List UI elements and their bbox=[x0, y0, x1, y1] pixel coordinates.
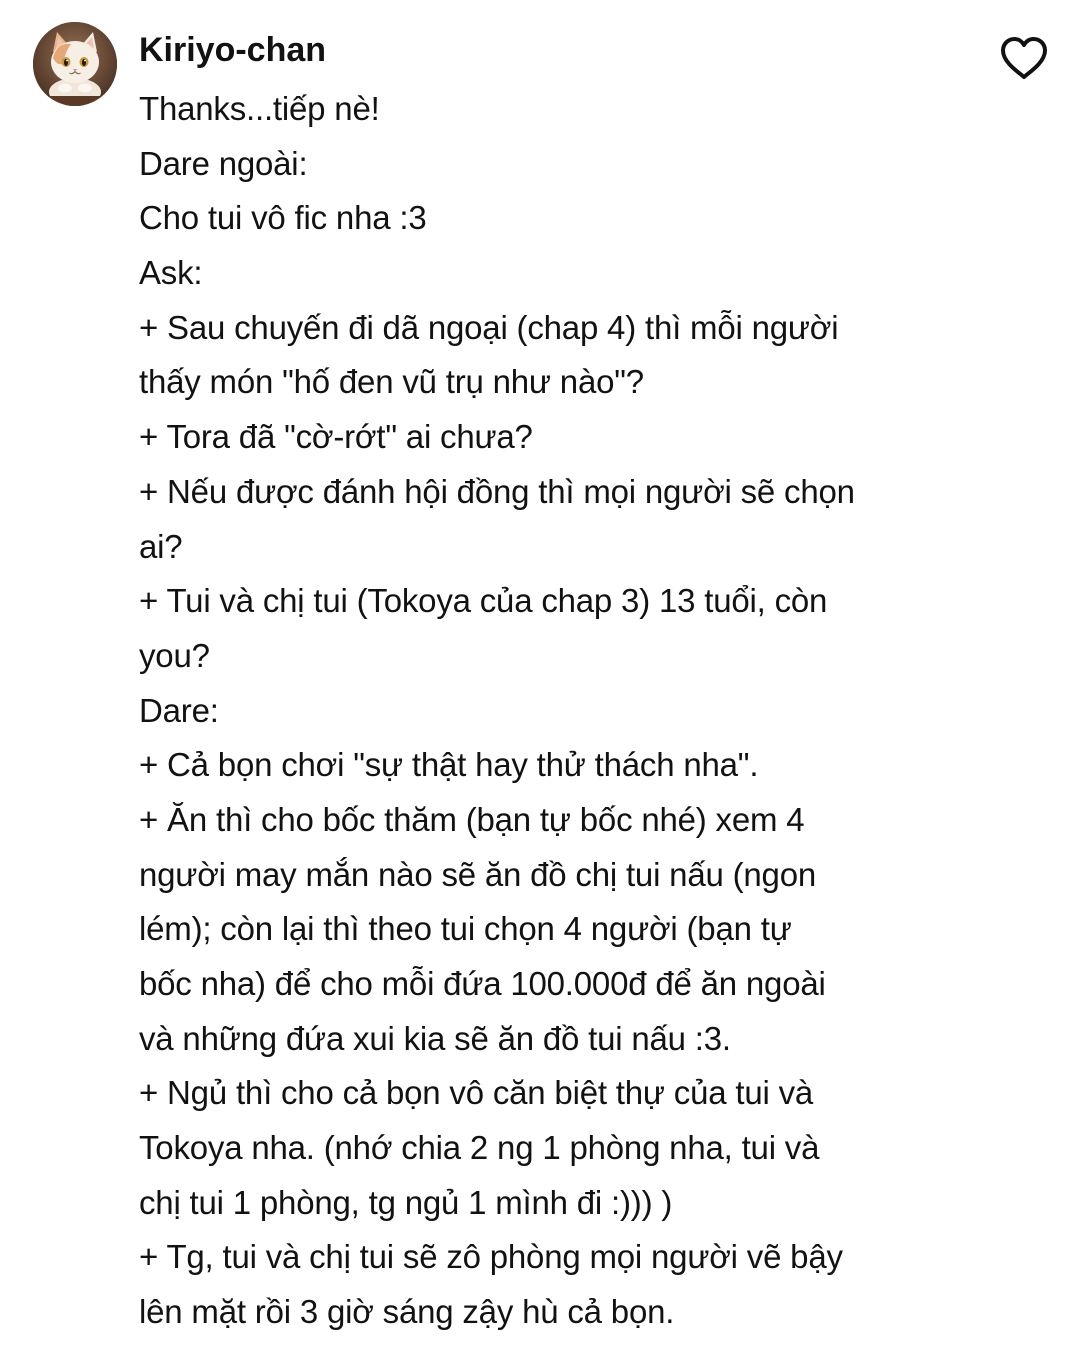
comment-line: và những đứa xui kia sẽ ăn đồ tui nấu :3. bbox=[139, 1019, 731, 1057]
heart-outline-icon[interactable] bbox=[998, 34, 1050, 82]
comment-line: Thanks...tiếp nè! bbox=[139, 90, 380, 127]
comment-line: + Tg, tui và chị tui sẽ zô phòng mọi người vẽ bậy bbox=[139, 1238, 843, 1276]
comment-line: Dare ngoài: bbox=[139, 144, 308, 182]
comment-line: + Tora đã "cờ-rớt" ai chưa? bbox=[139, 418, 533, 456]
comment-text bbox=[139, 82, 939, 1340]
comment-line: lên mặt rồi 3 giờ sáng zậy hù cả bọn. bbox=[139, 1293, 675, 1331]
comment-line: + Nếu được đánh hội đồng thì mọi người sẽ chọn bbox=[139, 472, 855, 510]
cat-avatar-icon[interactable] bbox=[33, 22, 117, 106]
comment-line: + Sau chuyến đi dã ngoại (chap 4) thì mỗi người bbox=[139, 308, 839, 346]
comment-line: you? bbox=[139, 636, 210, 674]
comment-line: bốc nha) để cho mỗi đứa 100.000đ để ăn ngoài bbox=[139, 965, 826, 1002]
comment-line: + Tui và chị tui (Tokoya của chap 3) 13 tuổi, còn bbox=[139, 582, 828, 620]
comment-line: + Cả bọn chơi "sự thật hay thử thách nha". bbox=[139, 746, 759, 784]
comment-line: ai? bbox=[139, 527, 183, 565]
comment-line: Ask: bbox=[139, 254, 203, 292]
comment-line: thấy món "hố đen vũ trụ như nào"? bbox=[139, 363, 644, 401]
comment-line: lém); còn lại thì theo tui chọn 4 người (bạn tự bbox=[139, 910, 792, 948]
comment-line: Dare: bbox=[139, 691, 219, 729]
comment-username[interactable]: Kiriyo-chan bbox=[139, 31, 327, 69]
comment-line: chị tui 1 phòng, tg ngủ 1 mình đi :))) ) bbox=[139, 1183, 673, 1221]
comment-line: Tokoya nha. (nhớ chia 2 ng 1 phòng nha, tui và bbox=[139, 1129, 820, 1167]
comment-line: Cho tui vô fic nha :3 bbox=[139, 199, 427, 237]
comment-line: + Ăn thì cho bốc thăm (bạn tự bốc nhé) xem 4 bbox=[139, 800, 805, 838]
comment-line: người may mắn nào sẽ ăn đồ chị tui nấu (ngon bbox=[139, 855, 817, 893]
comment-line: + Ngủ thì cho cả bọn vô căn biệt thự của tui và bbox=[139, 1074, 814, 1112]
